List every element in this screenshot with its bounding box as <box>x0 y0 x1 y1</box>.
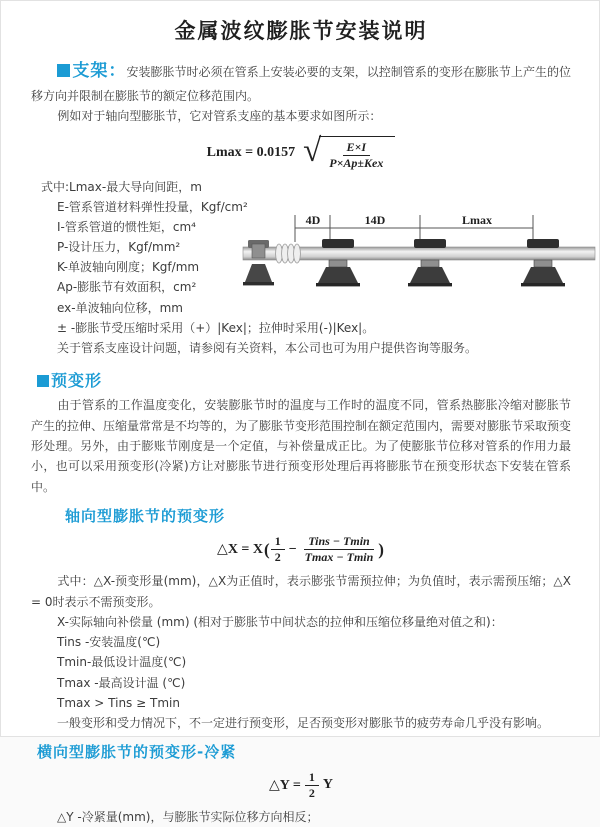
definition-item: ± -膨胀节受压缩时采用（+）|Kex|；拉伸时采用(-)|Kex|。 <box>57 320 375 335</box>
guide-support <box>316 239 360 286</box>
pipe-support-diagram <box>243 211 595 307</box>
guide-support <box>408 239 452 286</box>
definition-item: E-管系管道材料弹性投量，Kgf/cm² <box>57 199 248 214</box>
parameter-item: 一般变形和受力情况下，不一定进行预变形，足否预变形对膨胀节的疲劳寿命几乎没有影响。 <box>57 715 550 730</box>
guide-support <box>521 239 565 286</box>
half-fraction <box>271 534 285 565</box>
definitions-and-diagram <box>31 177 571 338</box>
lateral-formula-lhs: △Y = <box>269 777 301 793</box>
definition-item: ex-单波轴向位移，mm <box>57 300 183 315</box>
predeform-body-paragraph: 由于管系的工作温度变化，安装膨胀节时的温度与工作时的温度不同，管系热膨胀冷缩对膨胀节产生的拉伸、压缩量常常是不均等的，为了膨胀节变形范围控制在额定范围内，需要对膨胀节采取预变形处理。另外，由于膨账节刚度是一个定值，与补偿量成正比。为了使膨胀节位移对管系的作用力最小，也可以采用预变形(冷紧)方让对膨胀节进行预变形处理后再将膨胀节在预变形状态下安装在管系中。 <box>31 398 572 494</box>
blue-square-icon <box>37 375 49 387</box>
half-numerator: 1 <box>271 534 285 550</box>
half-denominator: 2 <box>274 550 281 565</box>
definition-item: 式中:Lmax-最大导向间距，m <box>41 179 202 194</box>
temperature-fraction <box>301 534 378 565</box>
axial-formula-lhs: △X = X <box>217 542 264 558</box>
definition-item: I-管系管道的惯性矩，cm⁴ <box>57 219 196 234</box>
minus-operator: − <box>288 541 297 557</box>
dimension-label-4d: 4D <box>305 212 321 227</box>
parameter-item: Tins -安装温度(℃) <box>57 635 161 650</box>
axial-predeform-heading: 轴向型膨胀节的预变形 <box>65 507 226 526</box>
half-fraction <box>305 770 319 801</box>
predeform-section-heading <box>37 368 571 391</box>
lateral-predeform-formula <box>31 770 571 801</box>
half-denominator: 2 <box>308 785 315 800</box>
support-example-paragraph: 例如对于轴向型膨胀节，它对管系支座的基本要求如图所示： <box>57 109 382 124</box>
radicand <box>319 136 395 171</box>
lateral-formula-rhs: Y <box>322 777 333 793</box>
lmax-formula <box>31 132 571 171</box>
definition-item: Ap-膨胀节有效面积，cm² <box>57 280 197 295</box>
parameter-item: Tmax -最高设计温 (℃) <box>57 675 186 690</box>
axial-parameter-list <box>31 612 571 733</box>
lateral-parameter-item: △Y -冷紧量(mm)，与膨胀节实际位移方向相反； <box>57 809 319 824</box>
temperature-denominator: Tmax − Tmin <box>304 550 374 565</box>
support-section-label: 支架： <box>72 61 127 81</box>
open-paren: ( <box>264 539 270 559</box>
support-intro-text: 安装膨胀节时必须在管系上安装必要的支架，以控制管系的变形在膨胀节上产生的位移方向并限制在膨胀节的额定位移范围内。 <box>31 65 571 103</box>
predeform-heading-text: 预变形 <box>51 371 103 391</box>
definition-item: K-单波轴向刚度；Kgf/mm <box>57 260 200 275</box>
page-title: 金属波纹膨胀节安装说明 <box>174 19 428 43</box>
sqrt-radical <box>303 132 395 171</box>
axial-predeform-formula <box>31 534 571 565</box>
support-intro-paragraph <box>31 57 571 106</box>
blue-square-icon <box>57 64 70 77</box>
dimension-label-lmax: Lmax <box>462 212 492 227</box>
lateral-predeform-heading: 横向型膨胀节的预变形-冷紧 <box>37 742 237 761</box>
radical-sign-icon: √ <box>303 132 322 169</box>
parameter-item: X-实际轴向补偿量 (mm) (相对于膨胀节中间状态的拉伸和压缩位移量绝对值之和)： <box>57 615 503 630</box>
support-note: 关于管系支座设计问题，请参阅有关资料，本公司也可为用户提供咨询等服务。 <box>57 340 478 355</box>
dimension-line <box>295 212 533 242</box>
axial-formula-explanation: 式中：△X-预变形量(mm)，△X为正值时，表示膨张节需预拉伸；为负值时，表示需预压缩；△X = 0时表示不需预变形。 <box>31 574 571 609</box>
lmax-formula-lhs: Lmax = 0.0157 <box>206 144 296 160</box>
definition-item: P-设计压力，Kgf/mm² <box>57 240 181 255</box>
parameter-item: Tmin-最低设计温度(℃) <box>57 655 187 670</box>
half-numerator: 1 <box>305 770 319 786</box>
lmax-fraction <box>325 140 387 171</box>
lmax-fraction-numerator: E×I <box>343 140 371 156</box>
close-paren: ) <box>378 539 384 559</box>
lmax-fraction-denominator: P×Ap±Kex <box>329 155 384 170</box>
parameter-item: Tmax > Tins ≥ Tmin <box>57 695 180 710</box>
temperature-numerator: Tins − Tmin <box>304 534 374 550</box>
dimension-label-14d: 14D <box>364 212 386 227</box>
